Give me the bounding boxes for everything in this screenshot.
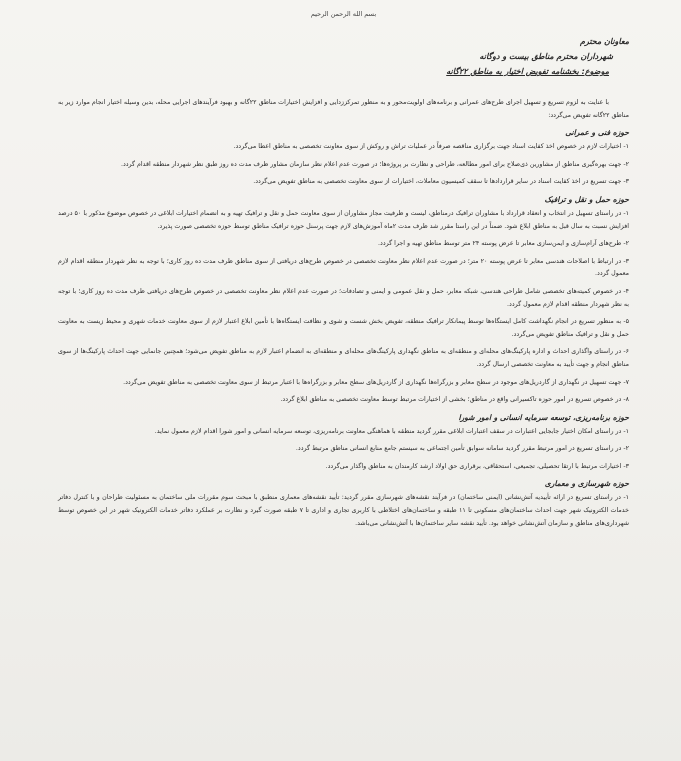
- list-item: ۳- در ارتباط با اصلاحات هندسی معابر تا عرض پوسته ۲۰ متر؛ در صورت عدم اعلام نظر معاونت تخصصی در خصوص طرح‌های دریافتی از سوی مناطق ظرف مدت ده روز کاری؛ با توجه به نظر شهردار منطقه اقدام لازم معمول گردد.: [58, 257, 629, 278]
- list-item: ۳- اختیارات مرتبط با ارتقا تحصیلی، تجمیعی، استحقاقی، برقراری حق اولاد ارشد کارمندان به مناطق واگذار می‌گردد.: [325, 462, 629, 470]
- section-heading: حوزه فنی و عمرانی: [565, 128, 629, 138]
- bismillah-header: بسم الله الرحمن الرحیم: [310, 10, 377, 18]
- list-item: ۲- در راستای تسریع در امور مرتبط مقرر گردید سامانه سوابق تأمین اجتماعی به سیستم جامع منابع انسانی مناطق مرتبط گردد.: [295, 445, 629, 453]
- recipients-block: [58, 34, 629, 79]
- recipient-line: شهرداران محترم مناطق بیست و دوگانه: [479, 52, 613, 61]
- list-item: ۱- در راستای تسهیل در انتخاب و انعقاد قرارداد با مشاوران ترافیک درمناطق، لیست و ظرفیت مجاز مشاوران از سوی معاونت حمل و نقل و ترافیک تهیه و به انضمام اختیارات ابلاغی در خصوص موضوع مذکور با ۵۰ درصد افزایش نسبت به سال قبل به مناطق ابلاغ شود. ضمناً در این راستا مقرر شد ظرف مدت ۲ماه آموزش‌های لازم جهت پرسنل حوزه ترافیک مناطق توسط حوزه تخصصی صورت پذیرد.: [58, 209, 630, 230]
- section-heading: حوزه برنامه‌ریزی، توسعه سرمایه انسانی و امور شورا: [458, 412, 629, 422]
- list-item: ۱- اختیارات لازم در خصوص اخذ کفایت اسناد جهت برگزاری مناقصه صرفاً در عملیات تراش و روکش از سوی معاونت تخصصی به مناطق اعطا می‌گردد.: [233, 143, 629, 151]
- list-item: ۳- جهت تسریع در اخذ کفایت اسناد در سایر قراردادها تا سقف کمیسیون معاملات، اختیارات از سوی معاونت تخصصی به مناطق تفویض می‌گردد.: [253, 178, 629, 186]
- section-heading: حوزه حمل و نقل و ترافیک: [544, 194, 629, 204]
- subject-line: موضوع: بخشنامه تفویض اختیار به مناطق ۲۲گانه: [446, 67, 609, 76]
- intro-paragraph: با عنایت به لزوم تسریع و تسهیل اجرای طرح‌های عمرانی و برنامه‌های اولویت‌محور و به منظور تمرکززدایی و افزایش اختیارات مناطق ۲۲گانه و بهبود فرآیندهای اجرایی محله، بدین وسیله اختیار انجام موارد زیر به مناطق ۲۲گانه تفویض می‌گردد:: [58, 99, 629, 119]
- list-item: ۱- در راستای تسریع در ارائه تأییدیه آتش‌نشانی (ایمنی ساختمان) در فرآیند نقشه‌های شهرسازی مقرر گردید: تأیید نقشه‌های معماری منطبق با مبحث سوم مقررات ملی ساختمان به مسئولیت طراحان و با کنترل دفاتر خدمات الکترونیک شهر جهت احداث ساختمان‌های مسکونی تا ۱۱ طبقه و ساختمان‌های اختلاطی با کاربری تجاری و اداری تا ۷ طبقه صورت گیرد و نظارت بر عملکرد دفاتر خدمات الکترونیک شهر در این خصوص توسط شهرداری‌های مناطق و سازمان آتش‌نشانی خواهد بود. تأیید نقشه سایر ساختمان‌ها با آتش‌نشانی می‌باشد.: [58, 494, 629, 527]
- list-item: ۷- جهت تسهیل در نگهداری از گاردریل‌های موجود در سطح معابر و بزرگراه‌ها نگهداری از گاردریل‌های سطح معابر و بزرگراه‌ها با اعتبار مرتبط از سوی معاونت تخصصی به مناطق تفویض می‌گردد.: [123, 378, 629, 386]
- list-item: ۲- طرح‌های آرام‌سازی و ایمن‌سازی معابر تا عرض پوسته ۲۴ متر توسط مناطق تهیه و اجرا گردد.: [378, 240, 629, 248]
- list-item: ۲- جهت بهره‌گیری مناطق از مشاورین ذی‌صلاح برای امور مطالعه، طراحی و نظارت بر پروژه‌ها؛ در صورت عدم اعلام نظر سازمان مشاور ظرف مدت ده روز طبق نظر شهردار منطقه اقدام گردد.: [120, 160, 629, 168]
- list-item: ۴- در خصوص کمیته‌های تخصصی شامل طراحی هندسی، شبکه معابر، حمل و نقل عمومی و ایمنی و تصادفات؛ در صورت عدم اعلام نظر معاونت تخصصی در خصوص طرح‌های دریافتی ظرف مدت ده روز کاری؛ با توجه به نظر شهردار منطقه اقدام لازم معمول گردد.: [58, 287, 629, 308]
- recipient-line: معاونان محترم: [580, 37, 629, 46]
- list-item: ۸- در خصوص تسریع در امور حوزه تاکسیرانی واقع در مناطق؛ بخشی از اختیارات مرتبط توسط معاونت تخصصی به مناطق ابلاغ گردد.: [280, 396, 629, 404]
- list-item: ۶- در راستای واگذاری احداث و اداره پارکینگ‌های محله‌ای و منطقه‌ای به مناطق نگهداری پارکینگ‌های محله‌ای و منطقه‌ای به انضمام اعتبار لازم به مناطق تفویض می‌شود؛ همچنین جانمایی جهت احداث پارکینگ‌ها از سوی مناطق انجام و جهت تأیید به معاونت تخصصی ارسال گردد.: [58, 348, 629, 368]
- section-heading: حوزه شهرسازی و معماری: [544, 479, 629, 489]
- list-item: ۱- در راستای امکان اختیار جابجایی اعتبارات در سقف اعتبارات ابلاغی مقرر گردید منطقه با هماهنگی معاونت برنامه‌ریزی، توسعه سرمایه انسانی و امور شورا اقدام لازم معمول نماید.: [154, 427, 629, 435]
- list-item: ۵- به منظور تسریع در انجام نگهداشت کامل ایستگاه‌ها توسط پیمانکار ترافیک منطقه، تفویض بخش شست و شوی و نظافت ایستگاه‌ها با تأمین ابلاغ اعتبار لازم از سوی معاونت خدمات شهری و محیط زیست به معاونت حمل و نقل و ترافیک مناطق تفویض می‌گردد.: [58, 318, 629, 338]
- sections-container: [58, 127, 629, 530]
